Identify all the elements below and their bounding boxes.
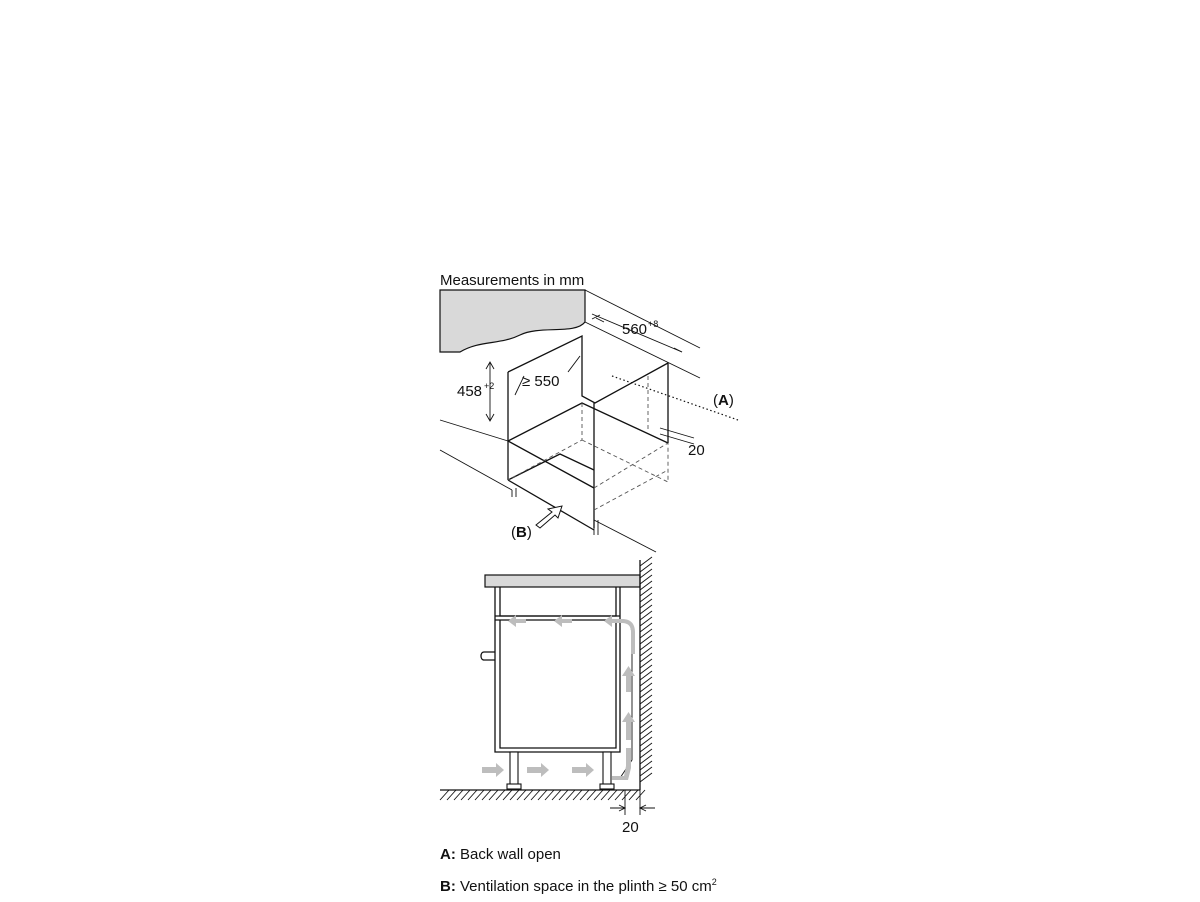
legend-b [440,877,717,895]
worktop-section [485,575,640,587]
floor-hatch-line [601,790,610,800]
floor-hatch-line [636,790,645,800]
legend-b-text: Ventilation space in the plinth ≥ 50 cm [460,878,712,895]
floor-hatch-line [482,790,491,800]
dim-depth-label: ≥ 550 [522,373,560,390]
floor-hatch-line [545,790,554,800]
floor-hatch-line [566,790,575,800]
floor-hatch-line [510,790,519,800]
floor-hatch-line [461,790,470,800]
floor-hatch-line [454,790,463,800]
dim-width-tolerance: +8 [648,319,659,329]
floor-hatch-line [475,790,484,800]
floor-hatch-line [552,790,561,800]
dim-gap-label-top: 20 [688,442,705,459]
floor-hatch-line [573,790,582,800]
label-a: (A) [713,392,734,409]
dim-height-tolerance: +2 [484,381,495,391]
dim-gap-label-bottom: 20 [622,819,639,836]
floor-hatch-line [608,790,617,800]
floor-hatch-line [531,790,540,800]
isometric-view [440,290,738,552]
floor-hatch-line [538,790,547,800]
legend-a-text: Back wall open [460,846,561,863]
section-view [440,557,655,836]
floor-hatch-line [496,790,505,800]
floor-hatch-line [489,790,498,800]
diagram-title: Measurements in mm [440,272,585,289]
floor-hatch-line [503,790,512,800]
legend-a-key: A: [440,846,456,863]
floor-hatch-line [622,790,631,800]
floor-hatch-line [615,790,624,800]
floor-hatch-line [440,790,449,800]
floor-hatch-line [524,790,533,800]
label-b: (B) [511,524,532,541]
worktop-iso [440,290,585,352]
floor-hatch-line [468,790,477,800]
dim-width-label: 560 [622,321,648,338]
dim-height-label: 458 [457,383,483,400]
floor-hatch-line [629,790,638,800]
legend-b-superscript: 2 [711,877,717,887]
airflow-arrows [482,615,635,780]
floor-hatch-line [580,790,589,800]
floor-hatch-line [594,790,603,800]
inlet-arrow-icon [536,506,562,528]
floor-hatch-line [559,790,568,800]
floor-hatch-line [517,790,526,800]
floor-hatch-line [587,790,596,800]
floor-hatch-line [447,790,456,800]
legend-b-key: B: [440,878,456,895]
legend-a [440,846,561,863]
